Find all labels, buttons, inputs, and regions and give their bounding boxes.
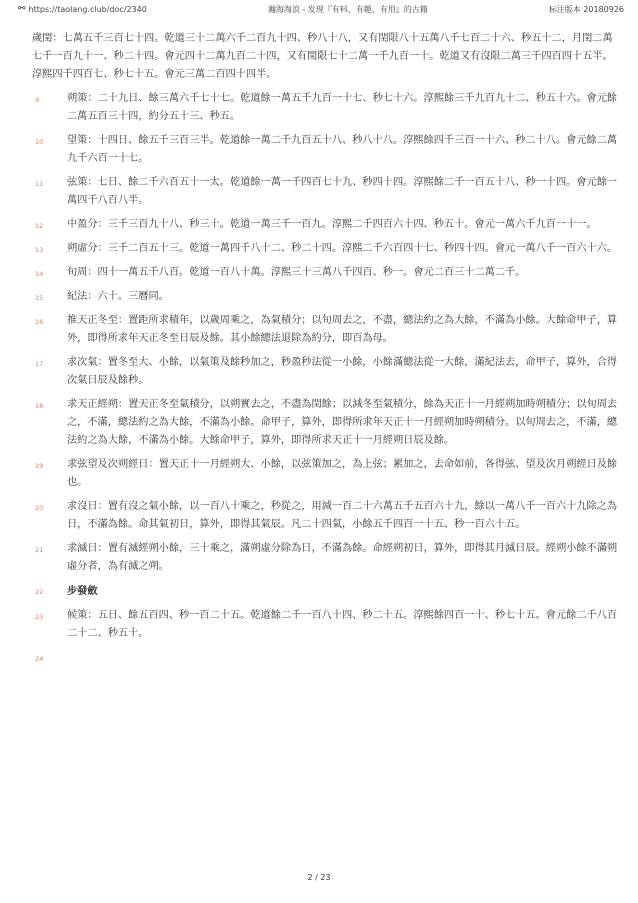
line-number: 11 <box>35 180 44 188</box>
version-label: 标注版本 20180926 <box>548 4 624 14</box>
line-text: 望策：十四日、餘五千三百三半。乾道餘一萬二千九百五十八、秒八十八。淳熙餘四千三百一十六、秒二十八。會元餘二萬九千六百一十七。 <box>67 135 618 164</box>
line-text: 中盈分：三千三百九十八、秒三十。乾道一萬三千一百九。淳熙二千四百六十四、秒五十。會元一萬六千九百一十一。 <box>67 219 597 230</box>
line-text: 朔虛分：三千二百五十三。乾道一萬四千八十二、秒二十四。淳熙二千六百四十七、秒四十四。會元一萬八千一百六十六。 <box>67 243 618 254</box>
page-number: 2 / 23 <box>307 873 331 882</box>
text-line <box>22 174 618 210</box>
text-line <box>22 30 618 84</box>
line-text: 步發斂 <box>67 585 98 597</box>
line-number: 24 <box>35 655 44 663</box>
text-line <box>22 396 618 450</box>
line-number: 22 <box>35 588 44 596</box>
text-line <box>22 582 618 601</box>
line-number: 10 <box>35 138 44 146</box>
line-number: 15 <box>35 294 44 302</box>
line-text: 朔策：二十九日、餘三萬六千七十七。乾道餘一萬五千九百一十七、秒七十六。淳熙餘三千九百九十二、秒五十六。會元餘二萬五百三十四，約分五十三、秒五。 <box>67 93 618 122</box>
line-text: 紀法：六十。三曆同。 <box>67 291 169 302</box>
line-text: 求天正經朔：置天正冬至氣積分，以朔實去之，不盡為閏餘；以減冬至氣積分，餘為天正十一月經朔加時朔積分；以旬周去之，不滿，總法約之為大餘，不滿為小餘。命甲子，算外，即得所求年天正十一月經朔加時朔積分。以旬周去之，不滿，總法約之為大餘，不滿為小餘。大餘命甲子，算外，即得所求天正十一月經朔日辰及餘。 <box>67 399 618 446</box>
line-text: 求次氣：置冬至大、小餘，以氣策及餘秒加之，秒盈秒法從一小餘，小餘滿總法從一大餘，滿紀法去，命甲子，算外，合得次氣日辰及餘秒。 <box>67 357 618 386</box>
text-line <box>22 132 618 168</box>
line-number: 9 <box>35 96 40 104</box>
page-header <box>18 2 624 16</box>
text-line <box>22 240 618 258</box>
line-number: 17 <box>35 360 44 368</box>
text-line <box>22 90 618 126</box>
text-line <box>22 216 618 234</box>
line-number: 16 <box>35 318 44 326</box>
line-text: 歲閏：七萬五千三百七十四。乾道三十二萬六千二百九十四、秒八十八，又有閏限八十五萬八千七百二十六、秒五十二，月閏二萬七千一百九十一、秒二十四。會元四十二萬九百二十四，又有閏限七十二萬一千九百一十。乾道又有沒限二萬三千四百四十五半。淳熙四千四百七、秒七十五。會元三萬二百四十四半。 <box>32 33 613 80</box>
url-text[interactable]: https://taolang.club/doc/2340 <box>28 4 147 14</box>
document-body <box>22 30 618 663</box>
line-number: 13 <box>35 246 44 254</box>
text-line <box>22 607 618 643</box>
text-line <box>22 354 618 390</box>
text-line <box>22 540 618 576</box>
source-url[interactable] <box>18 4 147 14</box>
line-number: 23 <box>35 613 44 621</box>
header-title: 瀚海淘浪 - 发现『有料、有趣、有用』的古籍 <box>267 4 428 14</box>
line-number: 14 <box>35 270 44 278</box>
line-number: 21 <box>35 546 44 554</box>
text-line <box>22 264 618 282</box>
line-text: 求滅日：置有滅經朔小餘，三十乘之，滿朔虛分除為日，不滿為餘。命經朔初日，算外，即得其月滅日辰。經朔小餘不滿朔虛分者，為有滅之朔。 <box>67 543 618 572</box>
line-text: 候策：五日、餘五百四、秒一百二十五。乾道餘二千一百八十四、秒二十五。淳熙餘四百一十、秒七十五。會元餘二千八百二十二、秒五十。 <box>67 610 618 639</box>
line-text: 求沒日：置有沒之氣小餘，以一百八十乘之，秒從之，用減一百二十六萬五千五百六十九，餘以一萬八千一百六十九除之為日，不滿為餘。命其氣初日，算外，即得其氣辰。凡二十四氣，小餘五千四百一十五、秒一百六十五。 <box>67 501 618 530</box>
text-line <box>22 498 618 534</box>
line-text: 旬周：四十一萬五千八百。乾道一百八十萬。淳熙三十三萬八千四百、秒一。會元二百三十二萬二千。 <box>67 267 526 278</box>
line-text: 求弦望及次朔經日：置天正十一月經朔大、小餘，以弦策加之，為上弦；累加之，去命如前，各得弦、望及次月朔經日及餘也。 <box>67 459 618 488</box>
text-line <box>22 312 618 348</box>
text-line <box>22 456 618 492</box>
line-number: 18 <box>35 402 44 410</box>
line-number: 19 <box>35 462 44 470</box>
text-line <box>22 288 618 306</box>
line-number: 12 <box>35 222 44 230</box>
line-text: 弦策：七日、餘二千六百五十一太。乾道餘一萬一千四百七十九、秒四十四。淳熙餘二千一百五十八、秒一十四。會元餘一萬四千八百八半。 <box>67 177 618 206</box>
line-text: 推天正冬至：置距所求積年，以歲周乘之，為氣積分；以旬周去之，不盡，總法約之為大餘，不滿為小餘。大餘命甲子，算外，即得所求年天正冬至日辰及餘。其小餘總法退除為約分，即百為母。 <box>67 315 618 344</box>
link-icon: ⚯ <box>18 4 26 14</box>
line-number: 20 <box>35 504 44 512</box>
